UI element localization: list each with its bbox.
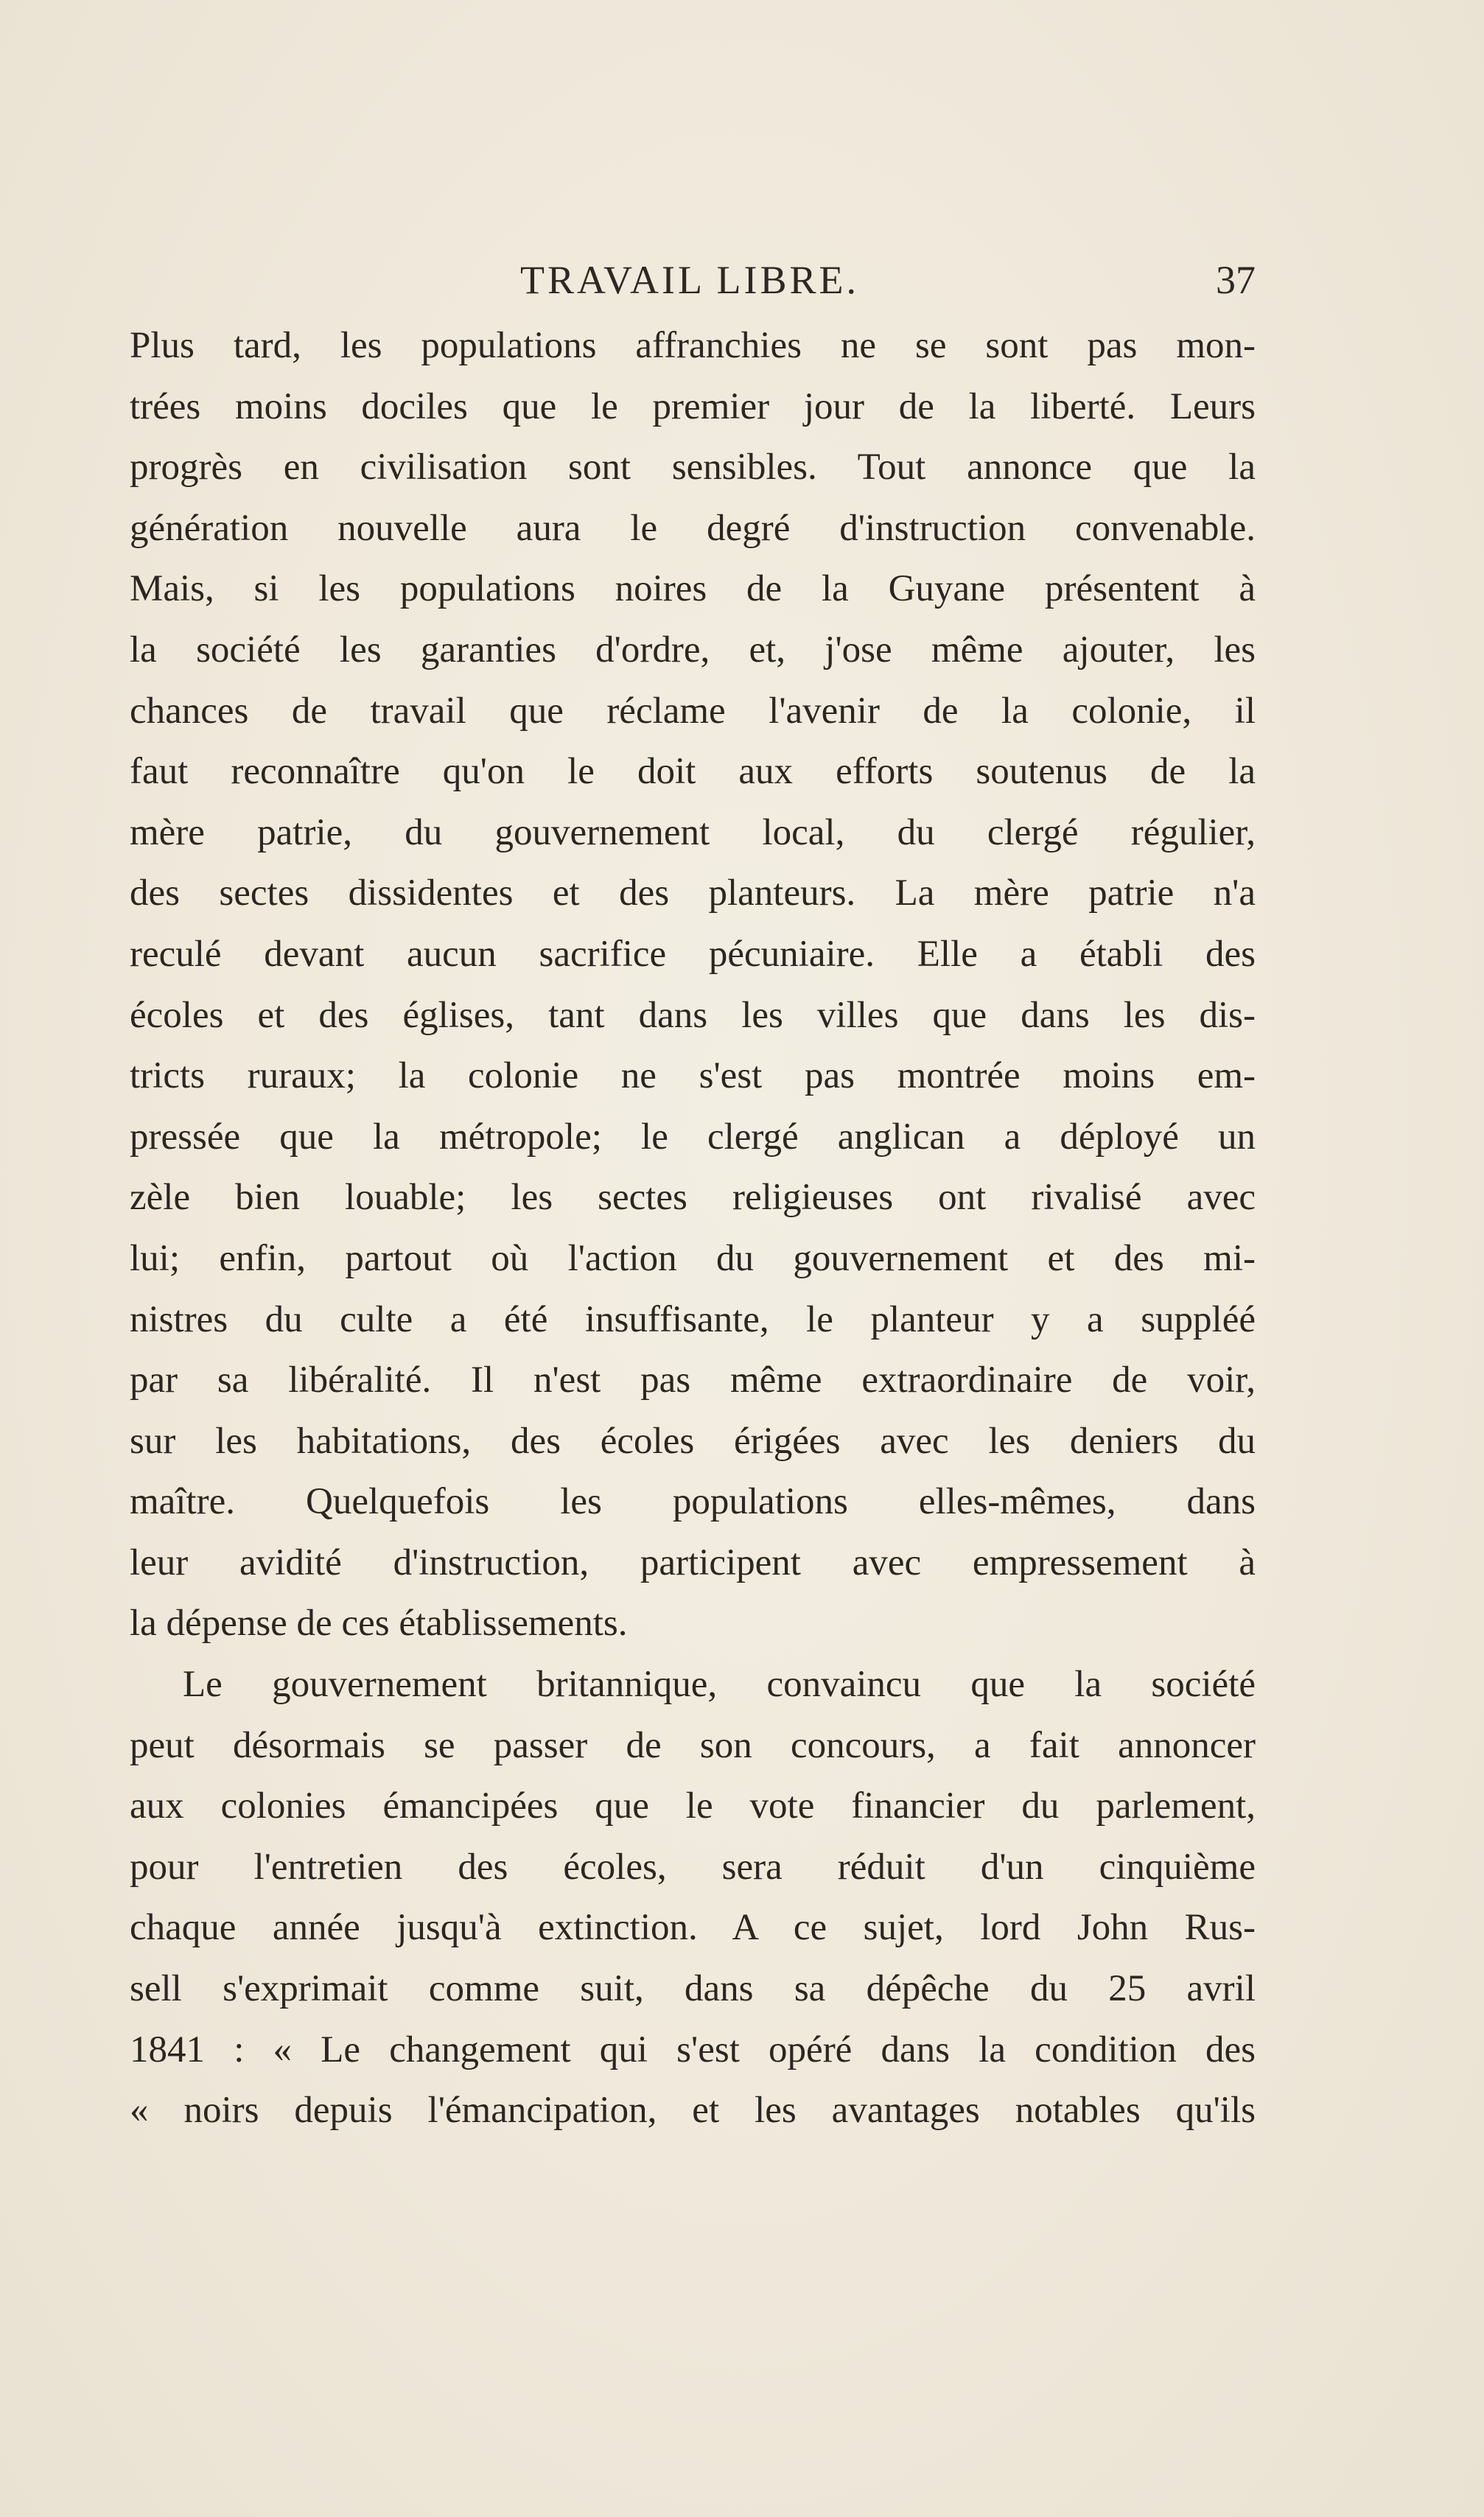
text-line: faut reconnaître qu'on le doit aux efforts soutenus de la (130, 751, 1256, 793)
text-line: la dépense de ces établissements. (130, 1603, 628, 1645)
text-line: chaque année jusqu'à extinction. A ce sujet, lord John Rus- (130, 1907, 1256, 1949)
text-line: écoles et des églises, tant dans les villes que dans les dis- (130, 994, 1256, 1036)
page-header (124, 251, 1256, 309)
text-line: pour l'entretien des écoles, sera réduit d'un cinquième (130, 1846, 1256, 1888)
text-line: 1841 : « Le changement qui s'est opéré dans la condition des (130, 2028, 1256, 2070)
text-line: progrès en civilisation sont sensibles. Tout annonce que la (130, 447, 1256, 489)
running-title: TRAVAIL LIBRE. (519, 258, 860, 302)
text-line: pressée que la métropole; le clergé anglican a déployé un (130, 1116, 1256, 1158)
text-line: trées moins dociles que le premier jour de la liberté. Leurs (130, 385, 1256, 427)
text-line: Mais, si les populations noires de la Guyane présentent à (130, 568, 1256, 610)
text-line: mère patrie, du gouvernement local, du clergé régulier, (130, 811, 1256, 853)
text-line: reculé devant aucun sacrifice pécuniaire. Elle a établi des (130, 933, 1256, 975)
text-line: tricts ruraux; la colonie ne s'est pas montrée moins em- (130, 1055, 1256, 1097)
text-line: la société les garanties d'ordre, et, j'ose même ajouter, les (130, 629, 1256, 671)
text-line: Plus tard, les populations affranchies ne se sont pas mon- (130, 325, 1256, 366)
text-line: sell s'exprimait comme suit, dans sa dépêche du 25 avril (130, 1968, 1256, 2010)
text-line: lui; enfin, partout où l'action du gouvernement et des mi- (130, 1237, 1256, 1279)
text-line: par sa libéralité. Il n'est pas même extraordinaire de voir, (130, 1359, 1256, 1401)
text-line: leur avidité d'instruction, participent avec empressement à (130, 1541, 1256, 1583)
body-text (130, 315, 1256, 2141)
text-line: des sectes dissidentes et des planteurs. La mère patrie n'a (130, 872, 1256, 914)
text-line: sur les habitations, des écoles érigées avec les deniers du (130, 1420, 1256, 1462)
text-line: nistres du culte a été insuffisante, le planteur y a suppléé (130, 1298, 1256, 1340)
text-line: zèle bien louable; les sectes religieuses ont rivalisé avec (130, 1177, 1256, 1219)
page-number: 37 (1216, 258, 1256, 302)
text-line: « noirs depuis l'émancipation, et les avantages notables qu'ils (130, 2090, 1256, 2132)
text-line: peut désormais se passer de son concours, a fait annoncer (130, 1724, 1256, 1766)
text-line: génération nouvelle aura le degré d'instruction convenable. (130, 507, 1256, 549)
text-line: aux colonies émancipées que le vote financier du parlement, (130, 1785, 1256, 1827)
text-line: Le gouvernement britannique, convaincu que la société (183, 1664, 1256, 1706)
text-line: maître. Quelquefois les populations elles-mêmes, dans (130, 1481, 1256, 1523)
text-line: chances de travail que réclame l'avenir de la colonie, il (130, 690, 1256, 732)
